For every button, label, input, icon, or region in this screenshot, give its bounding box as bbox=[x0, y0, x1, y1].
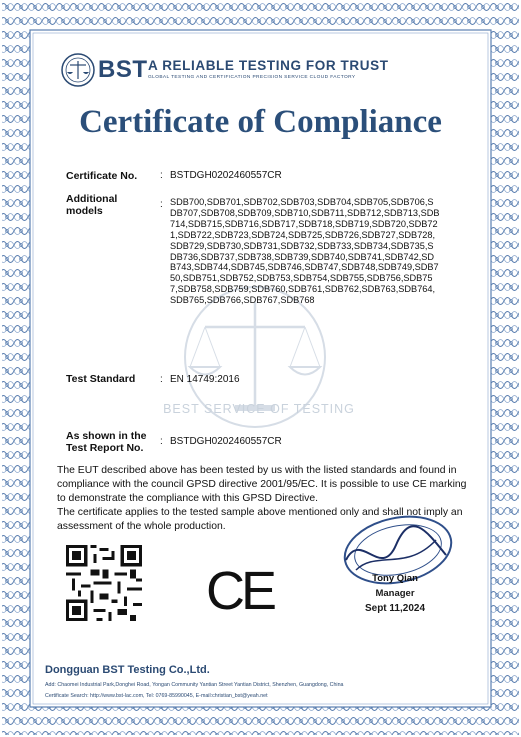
certificate-no-value: BSTDGH0202460557CR bbox=[170, 170, 282, 181]
footer-company: Dongguan BST Testing Co.,Ltd. bbox=[45, 664, 210, 676]
issue-date: Sept 11,2024 bbox=[364, 603, 426, 614]
certificate-no-label: Certificate No. bbox=[66, 170, 138, 182]
test-standard-label: Test Standard bbox=[66, 373, 136, 385]
colon: : bbox=[160, 170, 163, 181]
watermark-text: BEST SERVICE OF TESTING bbox=[163, 402, 355, 416]
additional-models-label-line2: models bbox=[66, 205, 103, 217]
signatory-title: Manager bbox=[375, 588, 415, 599]
colon: : bbox=[160, 436, 163, 447]
test-report-value: BSTDGH0202460557CR bbox=[170, 436, 282, 447]
bst-logo-icon bbox=[60, 52, 96, 88]
brand-tagline: A RELIABLE TESTING FOR TRUST bbox=[148, 58, 389, 73]
footer-contact: Certificate Search: http://www.bst-lac.com, Tel: 0769-85990045, E-mail:christian_bst@yeah.net bbox=[45, 693, 268, 699]
ce-mark: CE bbox=[206, 561, 274, 621]
colon: : bbox=[160, 374, 163, 385]
additional-models-label-line1: Additional bbox=[66, 193, 118, 205]
brand-name: BST bbox=[98, 56, 148, 83]
additional-models-value: SDB700,SDB701,SDB702,SDB703,SDB704,SDB705,SDB706,SDB707,SDB708,SDB709,SDB710,SDB711,SDB712,SDB713,SDB714,SDB715,SDB716,SDB717,SDB718,SDB719,SDB720,SDB721,SDB722,SDB723,SDB724,SDB725,SDB726,SDB727,SDB728,SDB729,SDB730,SDB731,SDB732,SDB733,SDB734,SDB735,SDB736,SDB737,SDB738,SDB739,SDB740,SDB741,SDB742,SDB743,SDB744,SDB745,SDB746,SDB747,SDB748,SDB749,SDB750,SDB751,SDB752,SDB753,SDB754,SDB755,SDB756,SDB757,SDB758,SDB759,SDB760,SDB761,SDB762,SDB763,SDB764,SDB765,SDB766,SDB767,SDB768 bbox=[170, 197, 440, 306]
compliance-statement: The EUT described above has been tested by us with the listed standards and found in compliance with the council GPSD directive 2001/95/EC. It is possible to use CE marking to demonstrate the compliance with this GPSD Directive. bbox=[57, 465, 467, 504]
test-standard-value: EN 14749:2016 bbox=[170, 374, 240, 385]
certificate-title: Certificate of Compliance bbox=[79, 104, 442, 140]
signatory-name: Tony Qian bbox=[372, 573, 418, 584]
scope-statement: The certificate applies to the tested sample above mentioned only and shall not imply an assessment of the whole production. bbox=[57, 507, 463, 532]
test-report-label-line1: As shown in the bbox=[66, 430, 147, 442]
qr-code-icon bbox=[66, 545, 142, 621]
test-report-label-line2: Test Report No. bbox=[66, 442, 144, 454]
colon: : bbox=[160, 199, 163, 210]
footer-address: Add: Chaomei Industrial Park,Donghei Road, Yongan Community Yantian Street Yantian District, Shenzhen, Guangdong, China bbox=[45, 682, 344, 688]
brand-subtagline: GLOBAL TESTING AND CERTIFICATION PRECISION SERVICE CLOUD FACTORY bbox=[148, 75, 356, 80]
